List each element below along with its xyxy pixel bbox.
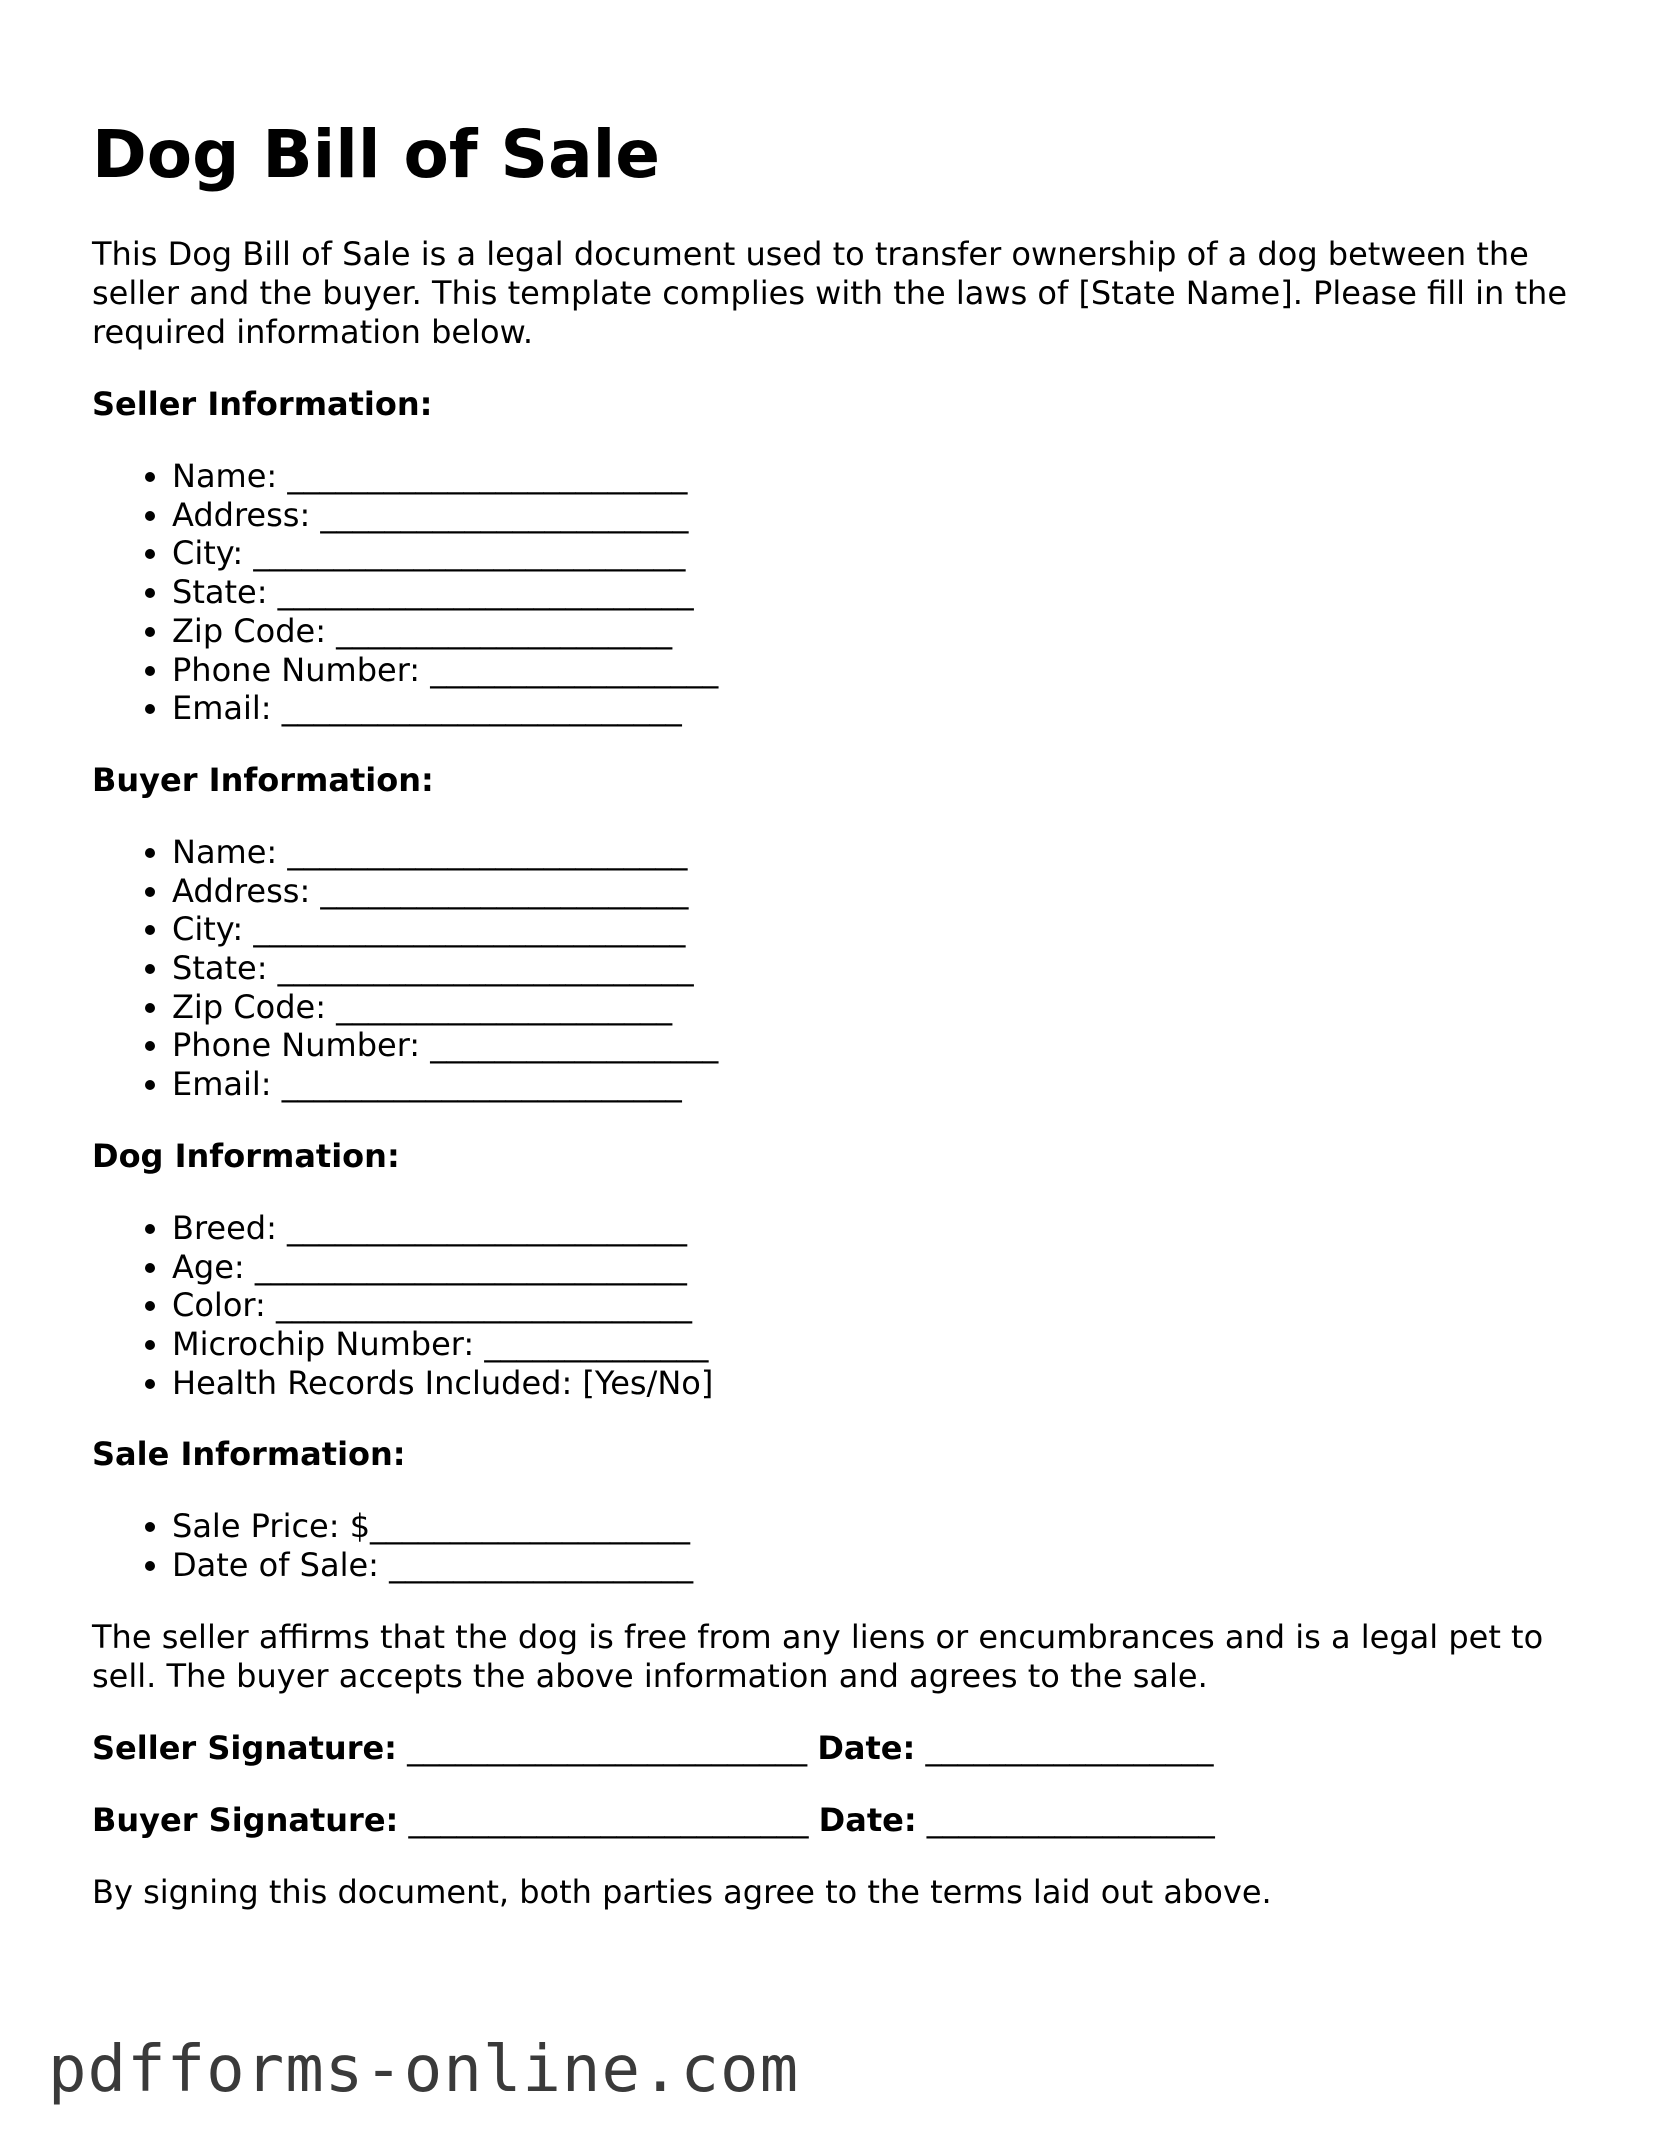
seller-date-label: Date: [817, 1728, 916, 1767]
seller-list [92, 457, 1592, 728]
seller-heading: Seller Information: [92, 385, 433, 423]
seller-name-field[interactable]: • Name: _________________________ [172, 457, 1592, 496]
seller-email-field[interactable]: • Email: _________________________ [172, 689, 1592, 728]
closing-paragraph: By signing this document, both parties agree to the terms laid out above. [92, 1872, 1272, 1911]
affirmation-paragraph: The seller affirms that the dog is free from any liens or encumbrances and is a legal pet to sell. The buyer accepts the above information and agrees to the sale. [92, 1617, 1544, 1695]
dog-list [92, 1209, 1592, 1403]
seller-signature-row [92, 1729, 1592, 1768]
buyer-signature-row [92, 1801, 1592, 1840]
buyer-date-label: Date: [818, 1800, 917, 1839]
buyer-phone-field[interactable]: • Phone Number: __________________ [172, 1026, 1592, 1065]
buyer-city-field[interactable]: • City: ___________________________ [172, 910, 1592, 949]
buyer-signature-field[interactable]: _________________________ [398, 1800, 819, 1839]
dog-microchip-field[interactable]: • Microchip Number: ______________ [172, 1325, 1592, 1364]
buyer-date-field[interactable]: __________________ [916, 1800, 1215, 1839]
buyer-zip-field[interactable]: • Zip Code: _____________________ [172, 988, 1592, 1027]
dog-health-records-field[interactable]: • Health Records Included: [Yes/No] [172, 1364, 1592, 1403]
seller-address-field[interactable]: • Address: _______________________ [172, 496, 1592, 535]
intro-paragraph: This Dog Bill of Sale is a legal document used to transfer ownership of a dog between the seller and the buyer. This template complies with the laws of [State Name]. Please fill in the required information below. [92, 235, 1568, 351]
seller-state-field[interactable]: • State: __________________________ [172, 573, 1592, 612]
dog-heading: Dog Information: [92, 1136, 400, 1175]
buyer-signature-label: Buyer Signature: [92, 1800, 399, 1839]
dog-age-field[interactable]: • Age: ___________________________ [172, 1248, 1592, 1287]
sale-price-field[interactable]: • Sale Price: $____________________ [172, 1507, 1592, 1546]
dog-breed-field[interactable]: • Breed: _________________________ [172, 1209, 1592, 1248]
buyer-name-field[interactable]: • Name: _________________________ [172, 833, 1592, 872]
buyer-address-field[interactable]: • Address: _______________________ [172, 872, 1592, 911]
seller-city-field[interactable]: • City: ___________________________ [172, 534, 1592, 573]
seller-date-field[interactable]: __________________ [915, 1728, 1214, 1767]
buyer-email-field[interactable]: • Email: _________________________ [172, 1065, 1592, 1104]
document-title: Dog Bill of Sale [92, 116, 660, 193]
seller-zip-field[interactable]: • Zip Code: _____________________ [172, 612, 1592, 651]
seller-signature-field[interactable]: _________________________ [396, 1728, 818, 1767]
document-page [92, 112, 1592, 1945]
buyer-state-field[interactable]: • State: __________________________ [172, 949, 1592, 988]
sale-list [92, 1507, 1592, 1584]
seller-phone-field[interactable]: • Phone Number: __________________ [172, 651, 1592, 690]
watermark: pdfforms-online.com [48, 2033, 800, 2107]
dog-color-field[interactable]: • Color: __________________________ [172, 1286, 1592, 1325]
sale-date-field[interactable]: • Date of Sale: ___________________ [172, 1546, 1592, 1585]
buyer-list [92, 833, 1592, 1104]
seller-signature-label: Seller Signature: [92, 1728, 397, 1767]
sale-heading: Sale Information: [92, 1435, 406, 1474]
buyer-heading: Buyer Information: [92, 760, 434, 799]
